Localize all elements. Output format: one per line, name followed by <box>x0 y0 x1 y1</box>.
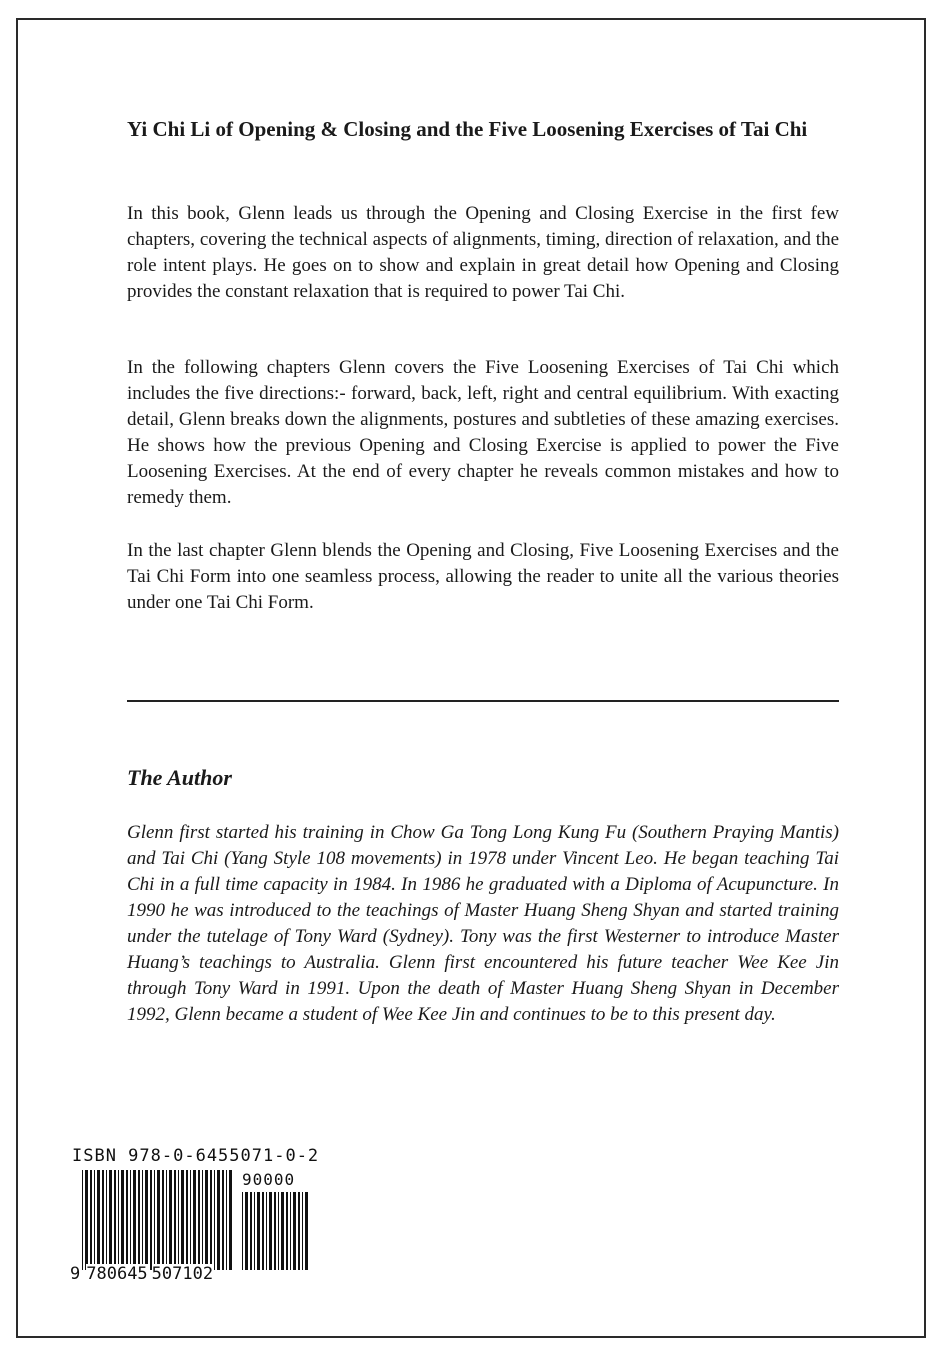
book-title: Yi Chi Li of Opening & Closing and the Five Loosening Exercises of Tai Chi <box>127 117 808 141</box>
blurb-paragraph-1: In this book, Glenn leads us through the Opening and Closing Exercise in the first few chapters, covering the technical aspects of alignments, timing, direction of relaxation, and the role intent plays. He goes on to show and explain in great detail how Opening and Closing provides the constant relaxation that is required to power Tai Chi. <box>127 203 839 302</box>
barcode-bar <box>157 1170 160 1270</box>
barcode-bar <box>214 1170 215 1270</box>
barcode-bar <box>245 1192 248 1270</box>
barcode-bar <box>181 1170 184 1270</box>
barcode-bar <box>222 1170 224 1270</box>
barcode-bar <box>174 1170 176 1270</box>
barcode-bar <box>198 1170 200 1270</box>
ean-right-group: 507102 <box>151 1264 214 1284</box>
barcode-bar <box>226 1170 227 1270</box>
barcode-bar <box>138 1170 140 1270</box>
barcode-bar <box>262 1192 264 1270</box>
barcode-bar <box>102 1170 104 1270</box>
barcode-bar <box>178 1170 179 1270</box>
addon-barcode-bars <box>242 1192 308 1270</box>
barcode-bar <box>90 1170 92 1270</box>
barcode-bar <box>118 1170 119 1270</box>
blurb-paragraph-3: In the last chapter Glenn blends the Opening and Closing, Five Loosening Exercises and the Tai Chi Form into one seamless process, allowing the reader to unite all the various theories under one Tai Chi Form. <box>127 540 839 613</box>
barcode-bar <box>242 1192 243 1270</box>
barcode-bar <box>205 1170 208 1270</box>
barcode-bar <box>106 1170 107 1270</box>
barcode-bar <box>266 1192 267 1270</box>
barcode-bar <box>274 1192 276 1270</box>
barcode-bar <box>278 1192 279 1270</box>
author-bio: Glenn first started his training in Chow Ga Tong Long Kung Fu (Southern Praying Mantis) and Tai Chi (Yang Style 108 movements) in 1978 under Vincent Leo. He began teaching Tai Chi in a full time capacity in 1984. In 1986 he graduated with a Diploma of Acupuncture. In 1990 he was introduced to the teachings of Master Huang Sheng Shyan and started training under the tutelage of Tony Ward (Sydney). Tony was the first Westerner to introduce Master Huang’s teachings to Australia. Glenn first encountered his future teacher Wee Kee Jin through Tony Ward in 1991. Upon the death of Master Huang Sheng Shyan in December 1992, Glenn became a student of Wee Kee Jin and continues to be to this present day. <box>127 822 839 1025</box>
barcode-bar <box>133 1170 136 1270</box>
barcode-bar <box>142 1170 143 1270</box>
barcode-bar <box>202 1170 203 1270</box>
barcode-bar <box>150 1170 152 1270</box>
barcode-bar <box>154 1170 155 1270</box>
blurb-paragraph-2: In the following chapters Glenn covers the Five Loosening Exercises of Tai Chi which includes the five directions:- forward, back, left, right and central equilibrium. With exacting detail, Glenn breaks down the alignments, postures and subtleties of these amazing exercises. He shows how the previous Opening and Closing Exercise is applied to power the Five Loosening Exercises. At the end of every chapter he reveals common mistakes and how to remedy them. <box>127 357 839 508</box>
barcode-bar <box>229 1170 232 1270</box>
barcode-bar <box>290 1192 291 1270</box>
barcode-bar <box>302 1192 303 1270</box>
barcode-bar <box>210 1170 212 1270</box>
barcode-bar <box>97 1170 100 1270</box>
barcode-bar <box>257 1192 260 1270</box>
barcode-bar <box>269 1192 272 1270</box>
barcode-bar <box>186 1170 188 1270</box>
ean13-barcode-bars <box>82 1170 232 1270</box>
barcode-bar <box>250 1192 252 1270</box>
barcode-bar <box>121 1170 124 1270</box>
ean-digits <box>70 1264 213 1284</box>
barcode-bar <box>305 1192 308 1270</box>
barcode-bar <box>94 1170 95 1270</box>
barcode-bar <box>126 1170 128 1270</box>
barcode-bar <box>145 1170 148 1270</box>
barcode-bar <box>190 1170 191 1270</box>
section-divider <box>127 700 839 702</box>
barcode-bar <box>298 1192 300 1270</box>
barcode-bar <box>293 1192 296 1270</box>
barcode-bar <box>82 1170 83 1270</box>
barcode-bar <box>114 1170 116 1270</box>
barcode-bar <box>254 1192 255 1270</box>
barcode-bar <box>193 1170 196 1270</box>
isbn-barcode <box>70 1146 320 1296</box>
barcode-bar <box>281 1192 284 1270</box>
barcode-bar <box>217 1170 220 1270</box>
ean-left-group: 780645 <box>86 1264 148 1284</box>
barcode-bar <box>130 1170 131 1270</box>
author-heading: The Author <box>127 765 232 790</box>
barcode-bar <box>85 1170 88 1270</box>
barcode-bar <box>162 1170 164 1270</box>
price-code: 90000 <box>242 1170 296 1189</box>
isbn-label: ISBN 978-0-6455071-0-2 <box>72 1146 320 1166</box>
barcode-bar <box>109 1170 112 1270</box>
barcode-bar <box>166 1170 167 1270</box>
ean-first-digit: 9 <box>70 1264 81 1284</box>
barcode-bar <box>286 1192 288 1270</box>
barcode-bar <box>169 1170 172 1270</box>
